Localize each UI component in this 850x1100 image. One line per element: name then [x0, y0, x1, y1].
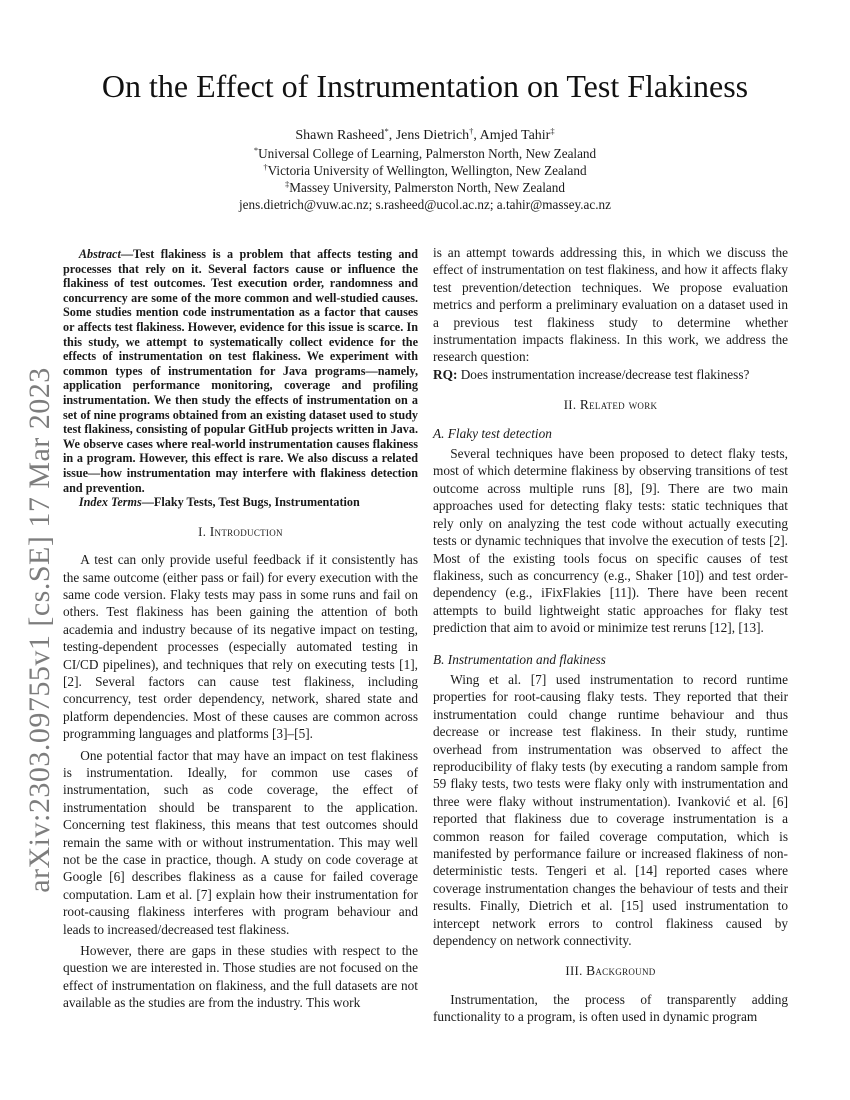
- right-column: [433, 244, 788, 1026]
- affiliation-mark: ‡: [285, 179, 290, 189]
- subsection-heading-flaky-detection: A. Flaky test detection: [433, 425, 552, 441]
- section-title: Background: [586, 963, 656, 979]
- affiliation-mark: †: [263, 162, 268, 172]
- index-terms: [63, 495, 418, 510]
- author-names: Shawn Rasheed*, Jens Dietrich†, Amjed Tahir‡: [295, 126, 555, 143]
- author-mark: *: [384, 126, 389, 136]
- arxiv-identifier-stamp: [10, 367, 70, 893]
- abstract-text: —Test flakiness is a problem that affects testing and processes that rely on it. Several factors cause or influence the flakiness of test outcomes. Test execution order, randomness and concurrency are some of the more common and well-studied causes. Some studies mention code instrumentation as a factor that causes or affects test flakiness. However, evidence for this issue is scarce. In this study, we attempt to systematically collect evidence for the effects of instrumentation on test flakiness. We experiment with common types of instrumentation for Java programs—namely, application performance monitoring, coverage and profiling instrumentation. We then study the effects of instrumentation on a set of nine programs obtained from an existing dataset used to study test flakiness, consisting of popular GitHub projects written in Java. We observe cases where real-world instrumentation causes flakiness in a program. However, this effect is rare. We also discuss a related issue—how instrumentation may interfere with flakiness detection and prevention.: [63, 247, 418, 495]
- affiliation-line: [100, 162, 750, 179]
- abstract: [63, 247, 418, 495]
- author-mark: †: [469, 126, 474, 136]
- affiliation-text: Universal College of Learning, Palmerston North, New Zealand: [258, 146, 597, 161]
- background-paragraph: Instrumentation, the process of transparently adding functionality to a program, is often used in dynamic program: [433, 991, 788, 1025]
- author-emails[interactable]: jens.dietrich@vuw.ac.nz; s.rasheed@ucol.ac.nz; a.tahir@massey.ac.nz: [239, 197, 611, 212]
- section-heading-background: [433, 962, 788, 980]
- affiliation-line: [100, 145, 750, 162]
- index-terms-text: —Flaky Tests, Test Bugs, Instrumentation: [141, 495, 360, 510]
- intro-paragraph: One potential factor that may have an impact on test flakiness is instrumentation. Ideally, for common use cases of instrumentation, such as code coverage, the effect of instrumentation should be transparent to the application. Concerning test flakiness, this means that test outcomes should remain the same with or without instrumentation. This may well not be the case in practice, though. A study on code coverage at Google [6] describes flakiness as a cause for failed coverage computation. Lam et al. [7] explain how their instrumentation for root-causing flakiness interferes with program behaviour and leads to increased/decreased test flakiness.: [63, 747, 418, 937]
- left-column: [63, 247, 418, 1012]
- rq-label: RQ:: [433, 366, 458, 382]
- section-heading-introduction: [63, 523, 418, 541]
- intro-paragraph: However, there are gaps in these studies with respect to the question we are interested in. Those studies are not focused on the effect of instrumentation on flakiness, and the full datasets are not available as the studies are from the industry. This work: [63, 943, 418, 1011]
- intro-continuation: is an attempt towards addressing this, in which we discuss the effect of instrumentation on test flakiness, and how it affects flaky test prevention/detection techniques. We propose evaluation metrics and perform a preliminary evaluation on a dataset used in a previous test flakiness study to determine whether instrumentation impacts flakiness. In this work, we address the research question:: [433, 245, 788, 365]
- research-question: [433, 366, 788, 383]
- paper-title: On the Effect of Instrumentation on Test Flakiness: [101, 68, 749, 104]
- index-terms-label: Index Terms: [78, 495, 142, 510]
- author-name: Jens Dietrich: [395, 128, 470, 143]
- author-name: Amjed Tahir: [479, 128, 551, 143]
- section-title: Related work: [579, 397, 658, 413]
- rq-text: Does instrumentation increase/decrease test flakiness?: [457, 366, 750, 382]
- affiliation-text: Massey University, Palmerston North, New Zealand: [289, 180, 565, 195]
- author-block: [100, 126, 750, 213]
- author-mark: ‡: [550, 126, 555, 136]
- related-paragraph: Wing et al. [7] used instrumentation to record runtime properties for root-causing flaky tests. They reported that their instrumentation could change runtime behaviour and thus decrease or increase test flakiness. In their study, runtime overhead from instrumentation was observed to affect the reproducibility of flaky tests (by executing a random sample from 59 flaky tests, two tests were flaky only with instrumentation and three were flaky without instrumentation). Ivanković et al. [6] reported that flakiness due to coverage instrumentation is a common reason for failed coverage computation, which is manifested by performance failure or increased flakiness of non-deterministic tests. Tengeri et al. [14] reported cases where coverage instrumentation changes the behaviour of tests and their results. Finally, Dietrich et al. [15] used instrumentation to intercept network errors to control flakiness caused by dependency on network connectivity.: [433, 671, 788, 949]
- related-paragraph: Several techniques have been proposed to detect flaky tests, most of which determine flakiness by observing transitions of test outcome across multiple runs [8], [9]. There are two main approaches used for detecting flaky tests: static techniques that rely only on analyzing the test code without actually executing tests or dynamic techniques that involve the execution of tests [2]. Most of the existing tools focus on specific causes of test flakiness, such as concurrency (e.g., Shaker [10]) and test order-dependency (e.g., iFixFlakies [11]). There have been recent attempts to build lightweight static approaches for flaky test prediction that aim to avoid or minimize test reruns [12], [13].: [433, 446, 788, 636]
- affiliation-text: Victoria University of Wellington, Wellington, New Zealand: [267, 163, 587, 178]
- section-numeral: I.: [198, 524, 210, 539]
- section-numeral: III.: [565, 964, 587, 979]
- arxiv-id[interactable]: arXiv:2303.09755v1 [cs.SE] 17 Mar 2023: [23, 367, 56, 893]
- intro-paragraph: A test can only provide useful feedback if it consistently has the same outcome (either pass or fail) for every execution with the same code version. Flaky tests may pass in some runs and fail on others. Test flakiness has been gaining the attention of both academia and industry because of its negative impact on testing, testing-dependent processes (especially automated testing in CI/CD pipelines), and techniques that rely on executing tests [1], [2]. Several factors can cause test flakiness, including concurrency, test order dependency, network, shared state and platform dependencies. Most of these causes are common across programming languages and platforms [3]–[5].: [63, 552, 418, 742]
- author-name: Shawn Rasheed: [295, 128, 385, 143]
- section-heading-related-work: [433, 396, 788, 414]
- section-title: Introduction: [209, 523, 283, 539]
- subsection-heading-instrumentation: B. Instrumentation and flakiness: [433, 651, 606, 667]
- abstract-label: Abstract: [78, 247, 121, 261]
- section-numeral: II.: [563, 398, 580, 413]
- affiliation-line: [100, 179, 750, 196]
- affiliation-mark: *: [253, 145, 259, 155]
